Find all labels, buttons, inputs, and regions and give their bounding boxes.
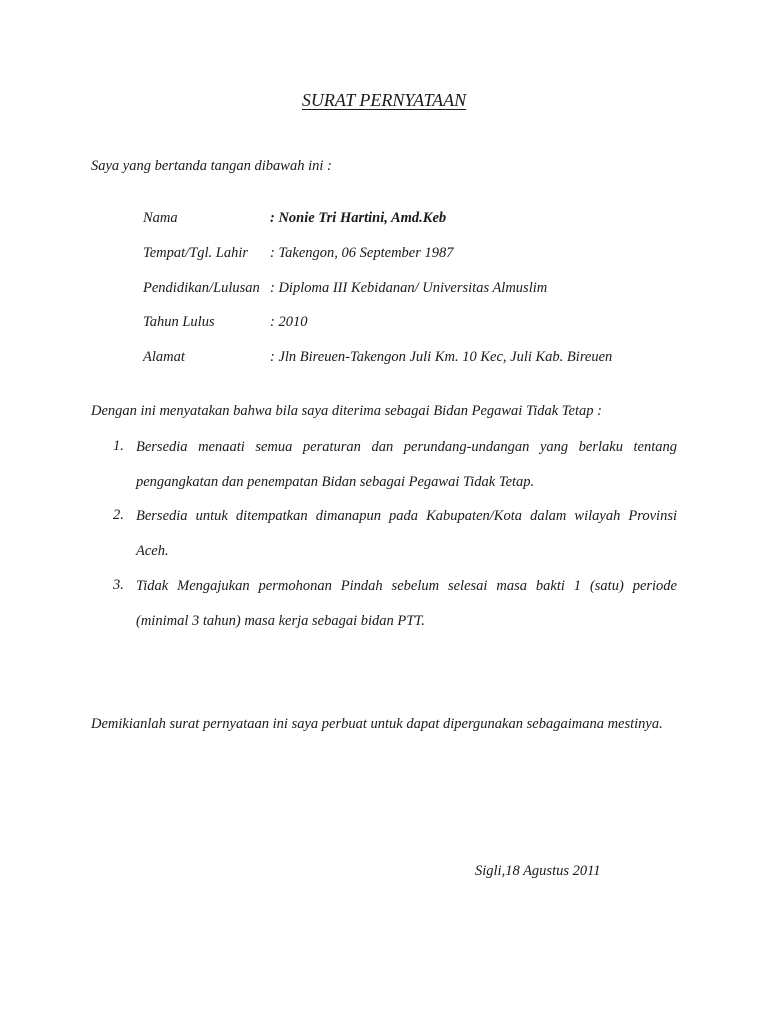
statement-text: Dengan ini menyatakan bahwa bila saya diterima sebagai Bidan Pegawai Tidak Tetap : (91, 403, 602, 419)
document-title: SURAT PERNYATAAN (301, 90, 467, 110)
field-value: : Jln Bireuen-Takengon Juli Km. 10 Kec, Juli Kab. Bireuen (270, 349, 613, 365)
list-item-text: Tidak Mengajukan permohonan Pindah sebelum selesai masa bakti 1 (satu) periode (minimal 3 tahun) masa kerja sebagai bidan PTT. (136, 578, 677, 629)
field-value: : Takengon, 06 September 1987 (270, 245, 454, 261)
field-label: Tahun Lulus (143, 314, 215, 330)
field-label: Nama (143, 210, 178, 226)
place-date: Sigli,18 Agustus 2011 (475, 863, 601, 879)
list-item-number: 1. (113, 438, 124, 454)
field-value: : Nonie Tri Hartini, Amd.Keb (270, 210, 447, 226)
intro-text: Saya yang bertanda tangan dibawah ini : (91, 158, 332, 174)
field-label: Tempat/Tgl. Lahir (143, 245, 249, 261)
list-item-text: Bersedia menaati semua peraturan dan perundang-undangan yang berlaku tentang pengangkatan dan penempatan Bidan sebagai Pegawai Tidak Tetap. (136, 439, 677, 490)
field-label: Pendidikan/Lulusan (143, 280, 260, 296)
closing-text: Demikianlah surat pernyataan ini saya perbuat untuk dapat dipergunakan sebagaimana mestinya. (91, 716, 663, 732)
list-item-text: Bersedia untuk ditempatkan dimanapun pada Kabupaten/Kota dalam wilayah Provinsi Aceh. (136, 508, 677, 559)
field-label: Alamat (143, 349, 185, 365)
field-value: : 2010 (270, 314, 308, 330)
list-item-number: 3. (113, 577, 124, 593)
field-value: : Diploma III Kebidanan/ Universitas Almuslim (270, 280, 548, 296)
list-item-number: 2. (113, 507, 124, 523)
